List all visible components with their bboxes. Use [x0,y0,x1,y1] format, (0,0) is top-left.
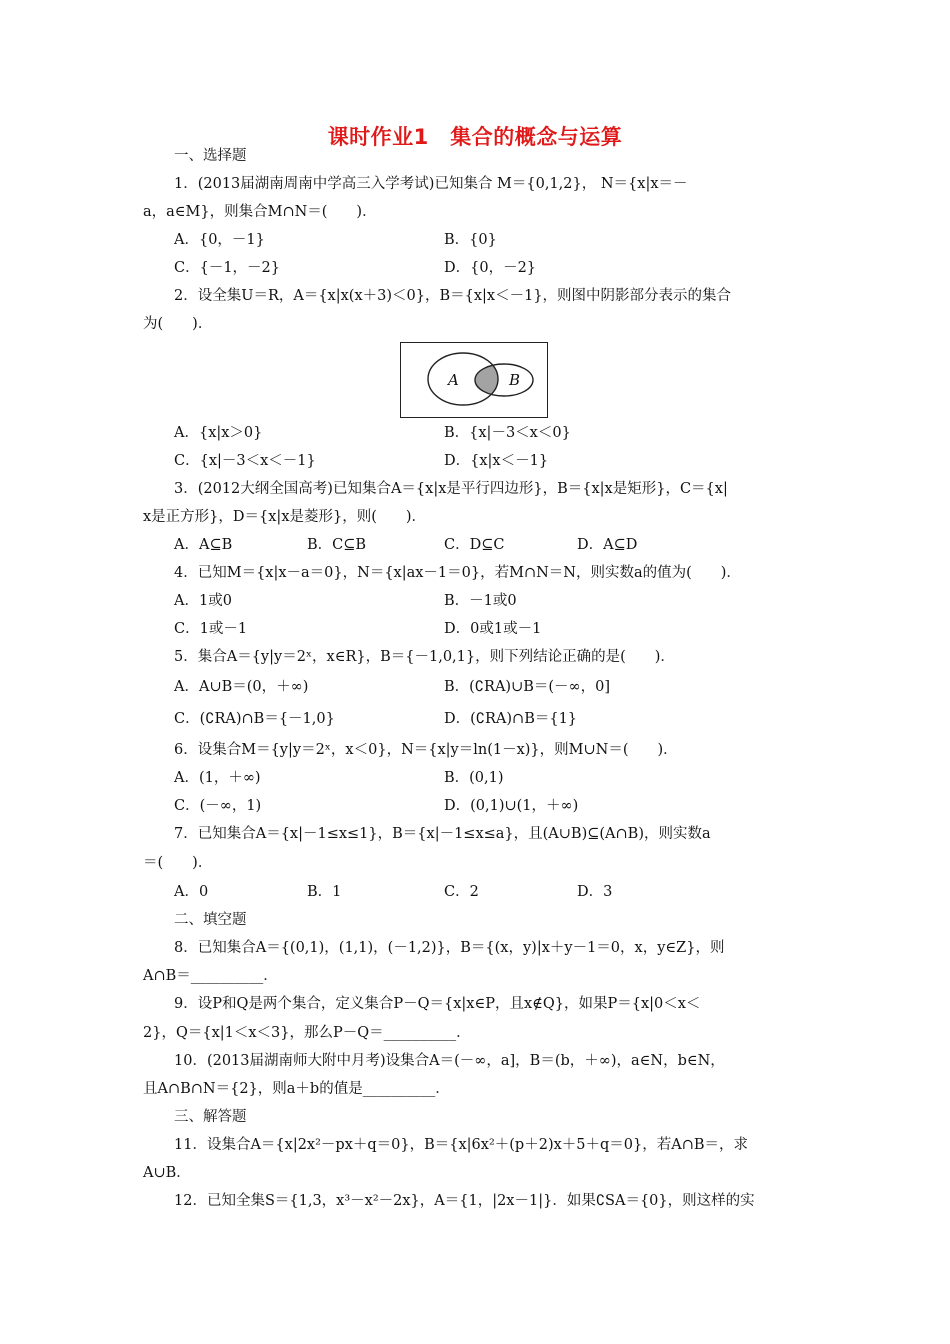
option-5d: D．(∁RA)∩B＝{1} [444,711,578,727]
option-6b: B．(0,1) [444,770,504,786]
question-6-line-1: 6．设集合M＝{y|y＝2ˣ，x＜0}，N＝{x|y＝ln(1－x)}，则M∪N＝( )． [174,742,678,758]
option-3a: A．A⊆B [174,537,233,553]
question-9-line-1: 9．设P和Q是两个集合，定义集合P－Q＝{x|x∈P，且x∉Q}，如果P＝{x|0＜x＜ [174,996,701,1012]
option-2b: B．{x|－3＜x＜0} [444,425,571,441]
option-6c: C．(－∞，1) [174,798,262,814]
question-8-line-1: 8．已知集合A＝{(0,1)，(1,1)，(－1,2)}，B＝{(x，y)|x＋y－1＝0，x，y∈Z}，则 [174,940,725,956]
question-8-line-2: A∩B＝__________． [143,968,278,984]
option-1c: C．{－1，－2} [174,260,280,276]
venn-diagram-figure [400,342,548,418]
option-5b: B．(∁RA)∪B＝(－∞，0] [444,679,611,695]
option-6d: D．(0,1)∪(1，＋∞) [444,798,579,814]
question-11-line-1: 11．设集合A＝{x|2x²－px＋q＝0}，B＝{x|6x²＋(p＋2)x＋5＋q＝0}，若A∩B＝，求 [174,1137,749,1153]
venn-label-a: A [448,371,459,389]
option-7a: A．0 [174,884,209,900]
option-4d: D．0或1或－1 [444,621,542,637]
option-7c: C．2 [444,884,479,900]
option-1b: B．{0} [444,232,497,248]
venn-label-b: B [509,371,521,389]
option-4b: B．－1或0 [444,593,517,609]
option-4c: C．1或－1 [174,621,248,637]
option-7b: B．1 [307,884,342,900]
option-5a: A．A∪B＝(0，＋∞) [174,679,309,695]
option-3b: B．C⊆B [307,537,367,553]
question-7-line-1: 7．已知集合A＝{x|－1≤x≤1}，B＝{x|－1≤x≤a}，且(A∪B)⊆(A∩B)，则实数a [174,826,711,842]
question-5-line-1: 5．集合A＝{y|y＝2ˣ，x∈R}，B＝{－1,0,1}，则下列结论正确的是( )． [174,649,675,665]
option-5c: C．(∁RA)∩B＝{－1,0} [174,711,335,727]
page-title: 课时作业1 集合的概念与运算 [327,125,623,149]
option-7d: D．3 [577,884,613,900]
option-3c: C．D⊆C [444,537,505,553]
question-3-line-2: x是正方形}，D＝{x|x是菱形}，则( )． [143,509,427,525]
question-12-line-1: 12．已知全集S＝{1,3，x³－x²－2x}，A＝{1，|2x－1|}．如果∁SA＝{0}，则这样的实 [174,1193,755,1209]
option-6a: A．(1，＋∞) [174,770,261,786]
option-2c: C．{x|－3＜x＜－1} [174,453,316,469]
question-2-line-1: 2．设全集U＝R，A＝{x|x(x＋3)＜0}，B＝{x|x＜－1}，则图中阴影部分表示的集合 [174,288,732,304]
question-7-line-2: ＝( )． [143,855,213,871]
option-3d: D．A⊆D [577,537,638,553]
option-2a: A．{x|x＞0} [174,425,263,441]
option-1d: D．{0，－2} [444,260,537,276]
option-2d: D．{x|x＜－1} [444,453,549,469]
option-4a: A．1或0 [174,593,232,609]
venn-diagram [401,343,546,416]
section-heading: 一、选择题 [174,148,247,164]
question-2-line-2: 为( )． [143,316,213,332]
option-1a: A．{0，－1} [174,232,265,248]
question-4-line-1: 4．已知M＝{x|x－a＝0}，N＝{x|ax－1＝0}，若M∩N＝N，则实数a的值为( )． [174,565,741,581]
section-heading-answer: 三、解答题 [174,1109,247,1125]
question-1-line-2: a，a∈M}，则集合M∩N＝( )． [143,204,377,220]
question-10-line-1: 10．(2013届湖南师大附中月考)设集合A＝(－∞，a]，B＝(b，＋∞)，a∈N，b∈N， [174,1053,725,1069]
question-10-line-2: 且A∩B∩N＝{2}，则a＋b的值是__________． [143,1081,450,1097]
section-heading-fill: 二、填空题 [174,912,247,928]
question-11-line-2: A∪B． [143,1165,191,1181]
question-9-line-2: 2}，Q＝{x|1＜x＜3}，那么P－Q＝__________． [143,1025,471,1041]
question-3-line-1: 3．(2012大纲全国高考)已知集合A＝{x|x是平行四边形}，B＝{x|x是矩形}，C＝{x| [174,481,728,497]
question-1-line-1: 1．(2013届湖南周南中学高三入学考试)已知集合 M＝{0,1,2}， N＝{x|x＝－ [174,176,688,192]
